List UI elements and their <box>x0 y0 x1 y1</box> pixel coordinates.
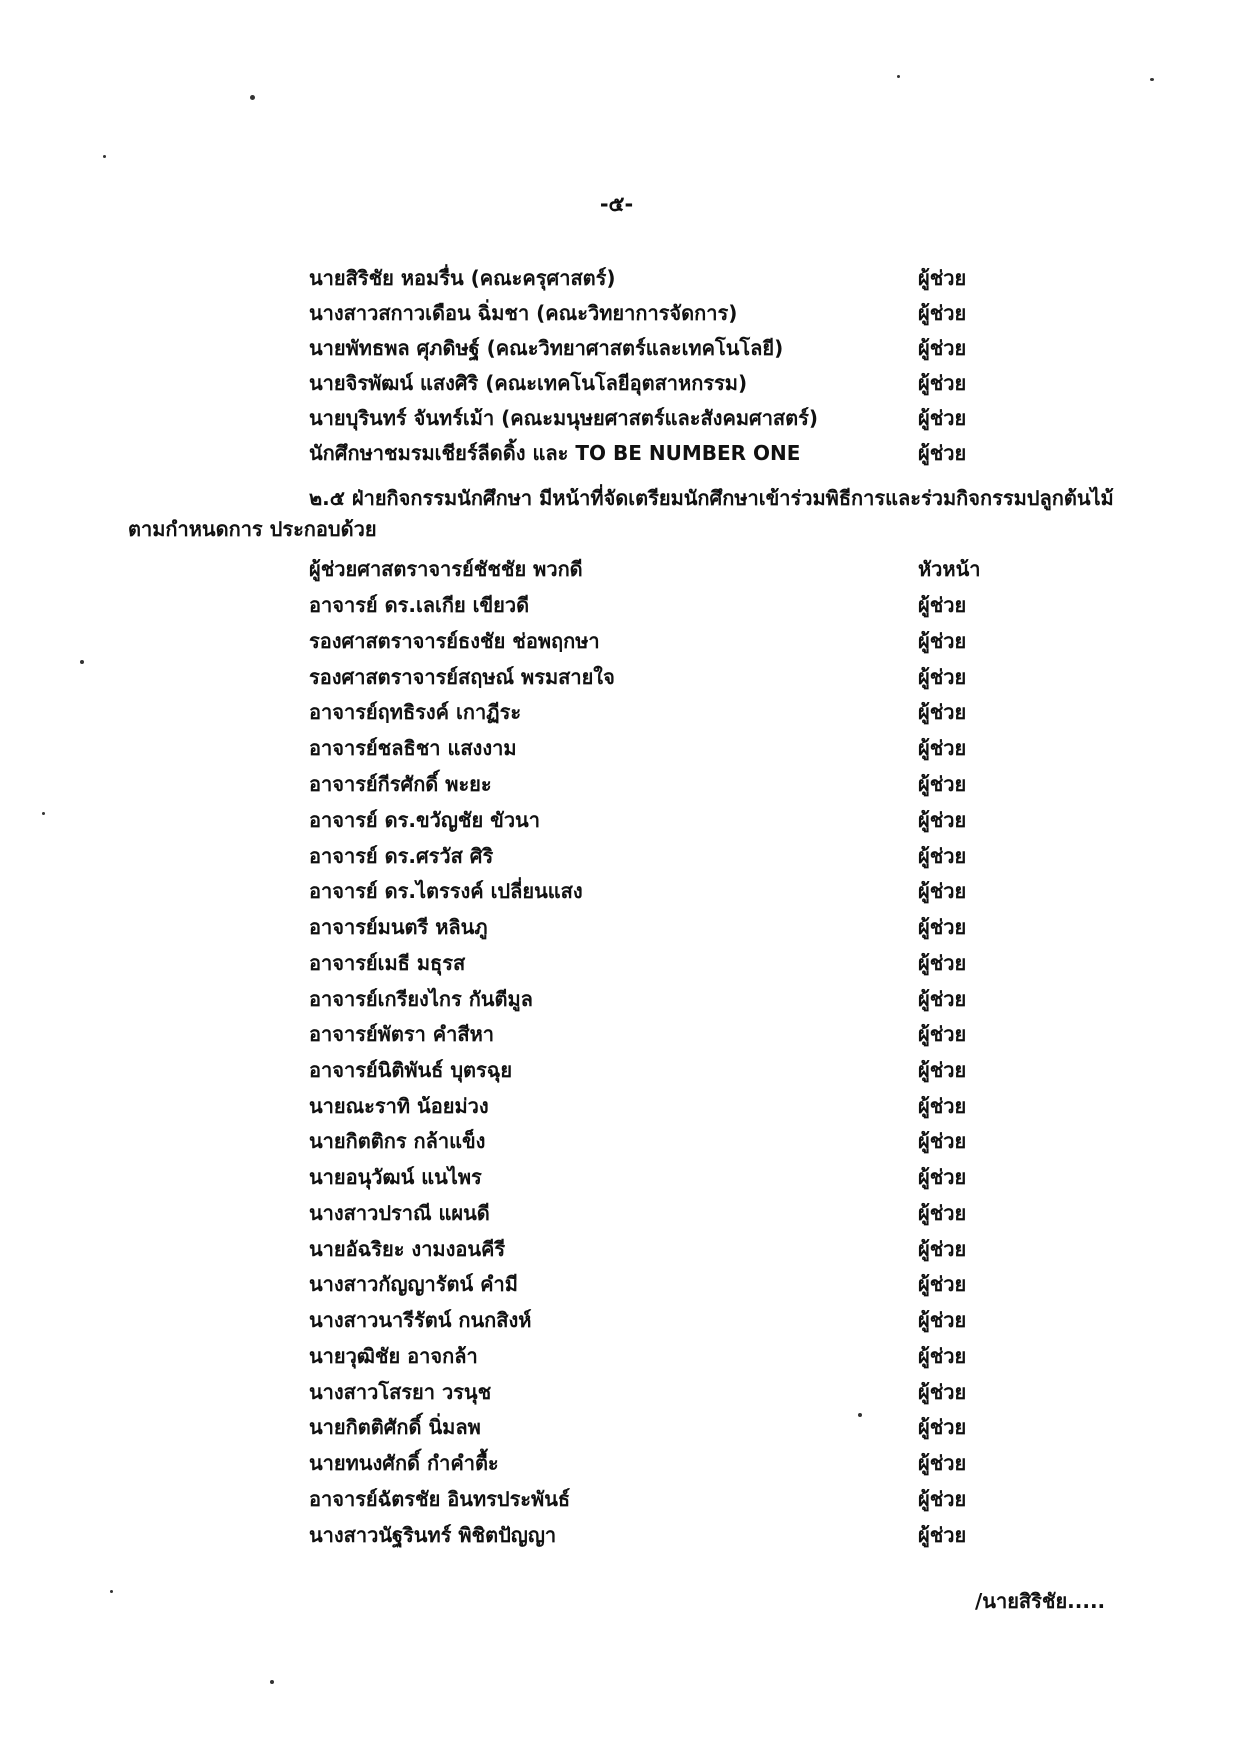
list-item <box>0 874 1233 908</box>
list-item <box>0 331 1233 365</box>
list-item <box>0 1303 1233 1337</box>
list-item <box>0 1518 1233 1552</box>
list-item <box>0 803 1233 837</box>
list-item <box>0 1196 1233 1230</box>
continuation-footer: /นายสิริชัย..... <box>975 1589 1106 1613</box>
person-role: ผู้ช่วย <box>918 1308 967 1332</box>
list-item <box>0 624 1233 658</box>
person-role: ผู้ช่วย <box>918 1237 967 1261</box>
scan-speck <box>897 75 900 78</box>
list-item <box>0 910 1233 944</box>
list-item <box>0 296 1233 330</box>
list-item <box>0 1232 1233 1266</box>
person-name: อาจารย์นิติพันธ์ บุตรฉุย <box>309 1058 513 1082</box>
person-name: นายทนงศักดิ์ กำคำตื้ะ <box>309 1451 499 1475</box>
person-name: นายวุฒิชัย อาจกล้า <box>309 1344 478 1368</box>
person-name: อาจารย์เมธี มธุรส <box>309 951 466 975</box>
person-role: ผู้ช่วย <box>918 1129 967 1153</box>
scan-speck <box>1150 78 1154 81</box>
person-name: นายอนุวัฒน์ แนไพร <box>309 1165 482 1189</box>
person-name: ผู้ช่วยศาสตราจารย์ชัชชัย พวกดี <box>309 557 583 581</box>
list-item <box>0 660 1233 694</box>
person-role: ผู้ช่วย <box>918 915 967 939</box>
person-role: ผู้ช่วย <box>918 736 967 760</box>
person-name: นายกิตติศักดิ์ นิ่มลพ <box>309 1415 481 1439</box>
list-item <box>0 946 1233 980</box>
person-name: อาจารย์มนตรี หลินภู <box>309 915 488 939</box>
person-role: ผู้ช่วย <box>918 808 967 832</box>
person-name: รองศาสตราจารย์ธงชัย ช่อพฤกษา <box>309 629 600 653</box>
person-role: ผู้ช่วย <box>918 301 967 325</box>
person-name: อาจารย์ชลธิชา แสงงาม <box>309 736 517 760</box>
list-item <box>0 1446 1233 1480</box>
person-name: อาจารย์ ดร.ขวัญชัย ขัวนา <box>309 808 540 832</box>
person-name: นายจิรพัฒน์ แสงศิริ (คณะเทคโนโลยีอุตสาหกรรม) <box>309 371 748 395</box>
person-name: นางสาวนารีรัตน์ กนกสิงห์ <box>309 1308 532 1332</box>
person-name: นางสาวปราณี แผนดี <box>309 1201 490 1225</box>
person-role: ผู้ช่วย <box>918 1344 967 1368</box>
person-name: นางสาวนัฐรินทร์ พิชิตปัญญา <box>309 1523 557 1547</box>
person-role: ผู้ช่วย <box>918 1380 967 1404</box>
person-name: นายกิตติกร กล้าแข็ง <box>309 1129 486 1153</box>
person-name: อาจารย์กีรศักดิ์ พะยะ <box>309 772 492 796</box>
person-name: นายบุรินทร์ จันทร์เม้า (คณะมนุษยศาสตร์และสังคมศาสตร์) <box>309 406 819 430</box>
list-item <box>0 261 1233 295</box>
scan-speck <box>270 1680 274 1684</box>
person-role: ผู้ช่วย <box>918 1523 967 1547</box>
person-role: ผู้ช่วย <box>918 1415 967 1439</box>
person-role: ผู้ช่วย <box>918 441 967 465</box>
person-role: ผู้ช่วย <box>918 336 967 360</box>
person-role: ผู้ช่วย <box>918 1058 967 1082</box>
person-name: นางสาวกัญญารัตน์ คำมี <box>309 1272 518 1296</box>
list-item <box>0 839 1233 873</box>
person-name: รองศาสตราจารย์สฤษณ์ พรมสายใจ <box>309 665 615 689</box>
person-name: นายพัทธพล ศุภดิษฐ์ (คณะวิทยาศาสตร์และเทคโนโลยี) <box>309 336 784 360</box>
list-item <box>0 731 1233 765</box>
person-name: นักศึกษาชมรมเชียร์ลีดดิ้ง และ TO BE NUMBER ONE <box>309 441 801 465</box>
section-heading-continuation: ตามกำหนดการ ประกอบด้วย <box>128 517 377 541</box>
person-role: ผู้ช่วย <box>918 1022 967 1046</box>
scan-speck <box>110 1590 113 1593</box>
list-item <box>0 1053 1233 1087</box>
list-item <box>0 552 1233 586</box>
person-name: อาจารย์ฤทธิรงค์ เกาฏีระ <box>309 700 522 724</box>
person-name: อาจารย์ ดร.เลเกีย เขียวดี <box>309 593 530 617</box>
person-role: หัวหน้า <box>918 557 981 581</box>
person-name: นายณะราทิ น้อยม่วง <box>309 1094 489 1118</box>
person-role: ผู้ช่วย <box>918 1201 967 1225</box>
list-item <box>0 588 1233 622</box>
list-item <box>0 1124 1233 1158</box>
person-role: ผู้ช่วย <box>918 665 967 689</box>
list-item <box>0 401 1233 435</box>
person-name: อาจารย์เกรียงไกร กันตีมูล <box>309 987 533 1011</box>
list-item <box>0 695 1233 729</box>
person-role: ผู้ช่วย <box>918 879 967 903</box>
list-item <box>0 1482 1233 1516</box>
person-role: ผู้ช่วย <box>918 1094 967 1118</box>
page-number: -๕- <box>599 192 634 216</box>
person-role: ผู้ช่วย <box>918 593 967 617</box>
person-name: นายอัฉริยะ งามงอนคีรี <box>309 1237 506 1261</box>
list-item <box>0 1410 1233 1444</box>
person-name: อาจารย์ฉัตรชัย อินทรประพันธ์ <box>309 1487 571 1511</box>
list-item <box>0 1017 1233 1051</box>
scan-speck <box>250 95 255 100</box>
person-name: อาจารย์ ดร.ไตรรงค์ เปลี่ยนแสง <box>309 879 583 903</box>
person-name: อาจารย์ ดร.ศรวัส ศิริ <box>309 844 494 868</box>
scan-speck <box>103 155 106 158</box>
section-heading: ๒.๕ ฝ่ายกิจกรรมนักศึกษา มีหน้าที่จัดเตรียมนักศึกษาเข้าร่วมพิธีการและร่วมกิจกรรมปลูกต้นไม้ <box>309 486 1114 510</box>
list-item <box>0 1339 1233 1373</box>
person-role: ผู้ช่วย <box>918 844 967 868</box>
person-role: ผู้ช่วย <box>918 371 967 395</box>
list-item <box>0 1089 1233 1123</box>
person-name: อาจารย์พัตรา คำสีหา <box>309 1022 494 1046</box>
person-role: ผู้ช่วย <box>918 951 967 975</box>
person-role: ผู้ช่วย <box>918 1272 967 1296</box>
person-name: นางสาวสกาวเดือน ฉิ่มชา (คณะวิทยาการจัดการ) <box>309 301 738 325</box>
person-role: ผู้ช่วย <box>918 987 967 1011</box>
person-name: นายสิริชัย หอมรื่น (คณะครุศาสตร์) <box>309 266 616 290</box>
list-item <box>0 366 1233 400</box>
list-item <box>0 982 1233 1016</box>
person-role: ผู้ช่วย <box>918 406 967 430</box>
person-role: ผู้ช่วย <box>918 1165 967 1189</box>
person-role: ผู้ช่วย <box>918 1451 967 1475</box>
person-role: ผู้ช่วย <box>918 266 967 290</box>
person-role: ผู้ช่วย <box>918 629 967 653</box>
person-role: ผู้ช่วย <box>918 700 967 724</box>
list-item <box>0 1267 1233 1301</box>
person-role: ผู้ช่วย <box>918 772 967 796</box>
list-item <box>0 436 1233 470</box>
list-item <box>0 767 1233 801</box>
list-item <box>0 1375 1233 1409</box>
person-role: ผู้ช่วย <box>918 1487 967 1511</box>
list-item <box>0 1160 1233 1194</box>
person-name: นางสาวโสรยา วรนุช <box>309 1380 492 1404</box>
